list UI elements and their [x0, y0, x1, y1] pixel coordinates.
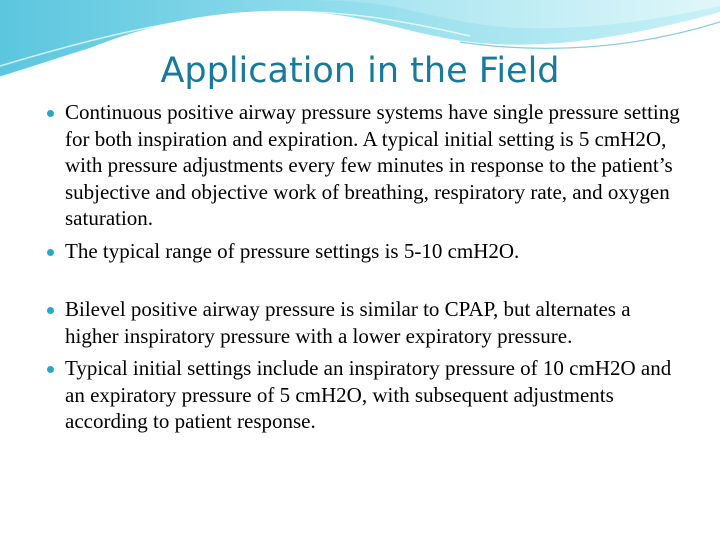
bullet-item-cpap [47, 99, 687, 232]
slide-title: Application in the Field [160, 51, 560, 91]
bullet-text: The typical range of pressure settings is 5-10 cmH2O. [65, 238, 520, 263]
bullet-dot-icon [47, 366, 54, 373]
bullet-dot-icon [47, 249, 54, 256]
bullet-dot-icon [47, 307, 54, 314]
bullet-text: Continuous positive airway pressure systems have single pressure setting for both inspiration and expiration. A typical initial setting is 5 cmH2O, with pressure adjustments every few minutes in response to the patient’s subjective and objective work of breathing, respiratory rate, and oxygen saturation. [65, 100, 680, 230]
bullet-list [47, 99, 687, 435]
bullet-text: Bilevel positive airway pressure is similar to CPAP, but alternates a higher inspiratory pressure with a lower expiratory pressure. [65, 297, 631, 348]
bullet-item-pressure-range [47, 238, 687, 265]
bullet-item-initial-settings [47, 355, 687, 435]
bullet-text: Typical initial settings include an inspiratory pressure of 10 cmH2O and an expiratory pressure of 5 cmH2O, with subsequent adjustments according to patient response. [65, 356, 672, 433]
bullet-dot-icon [47, 110, 54, 117]
bullet-item-bilevel [47, 296, 687, 349]
